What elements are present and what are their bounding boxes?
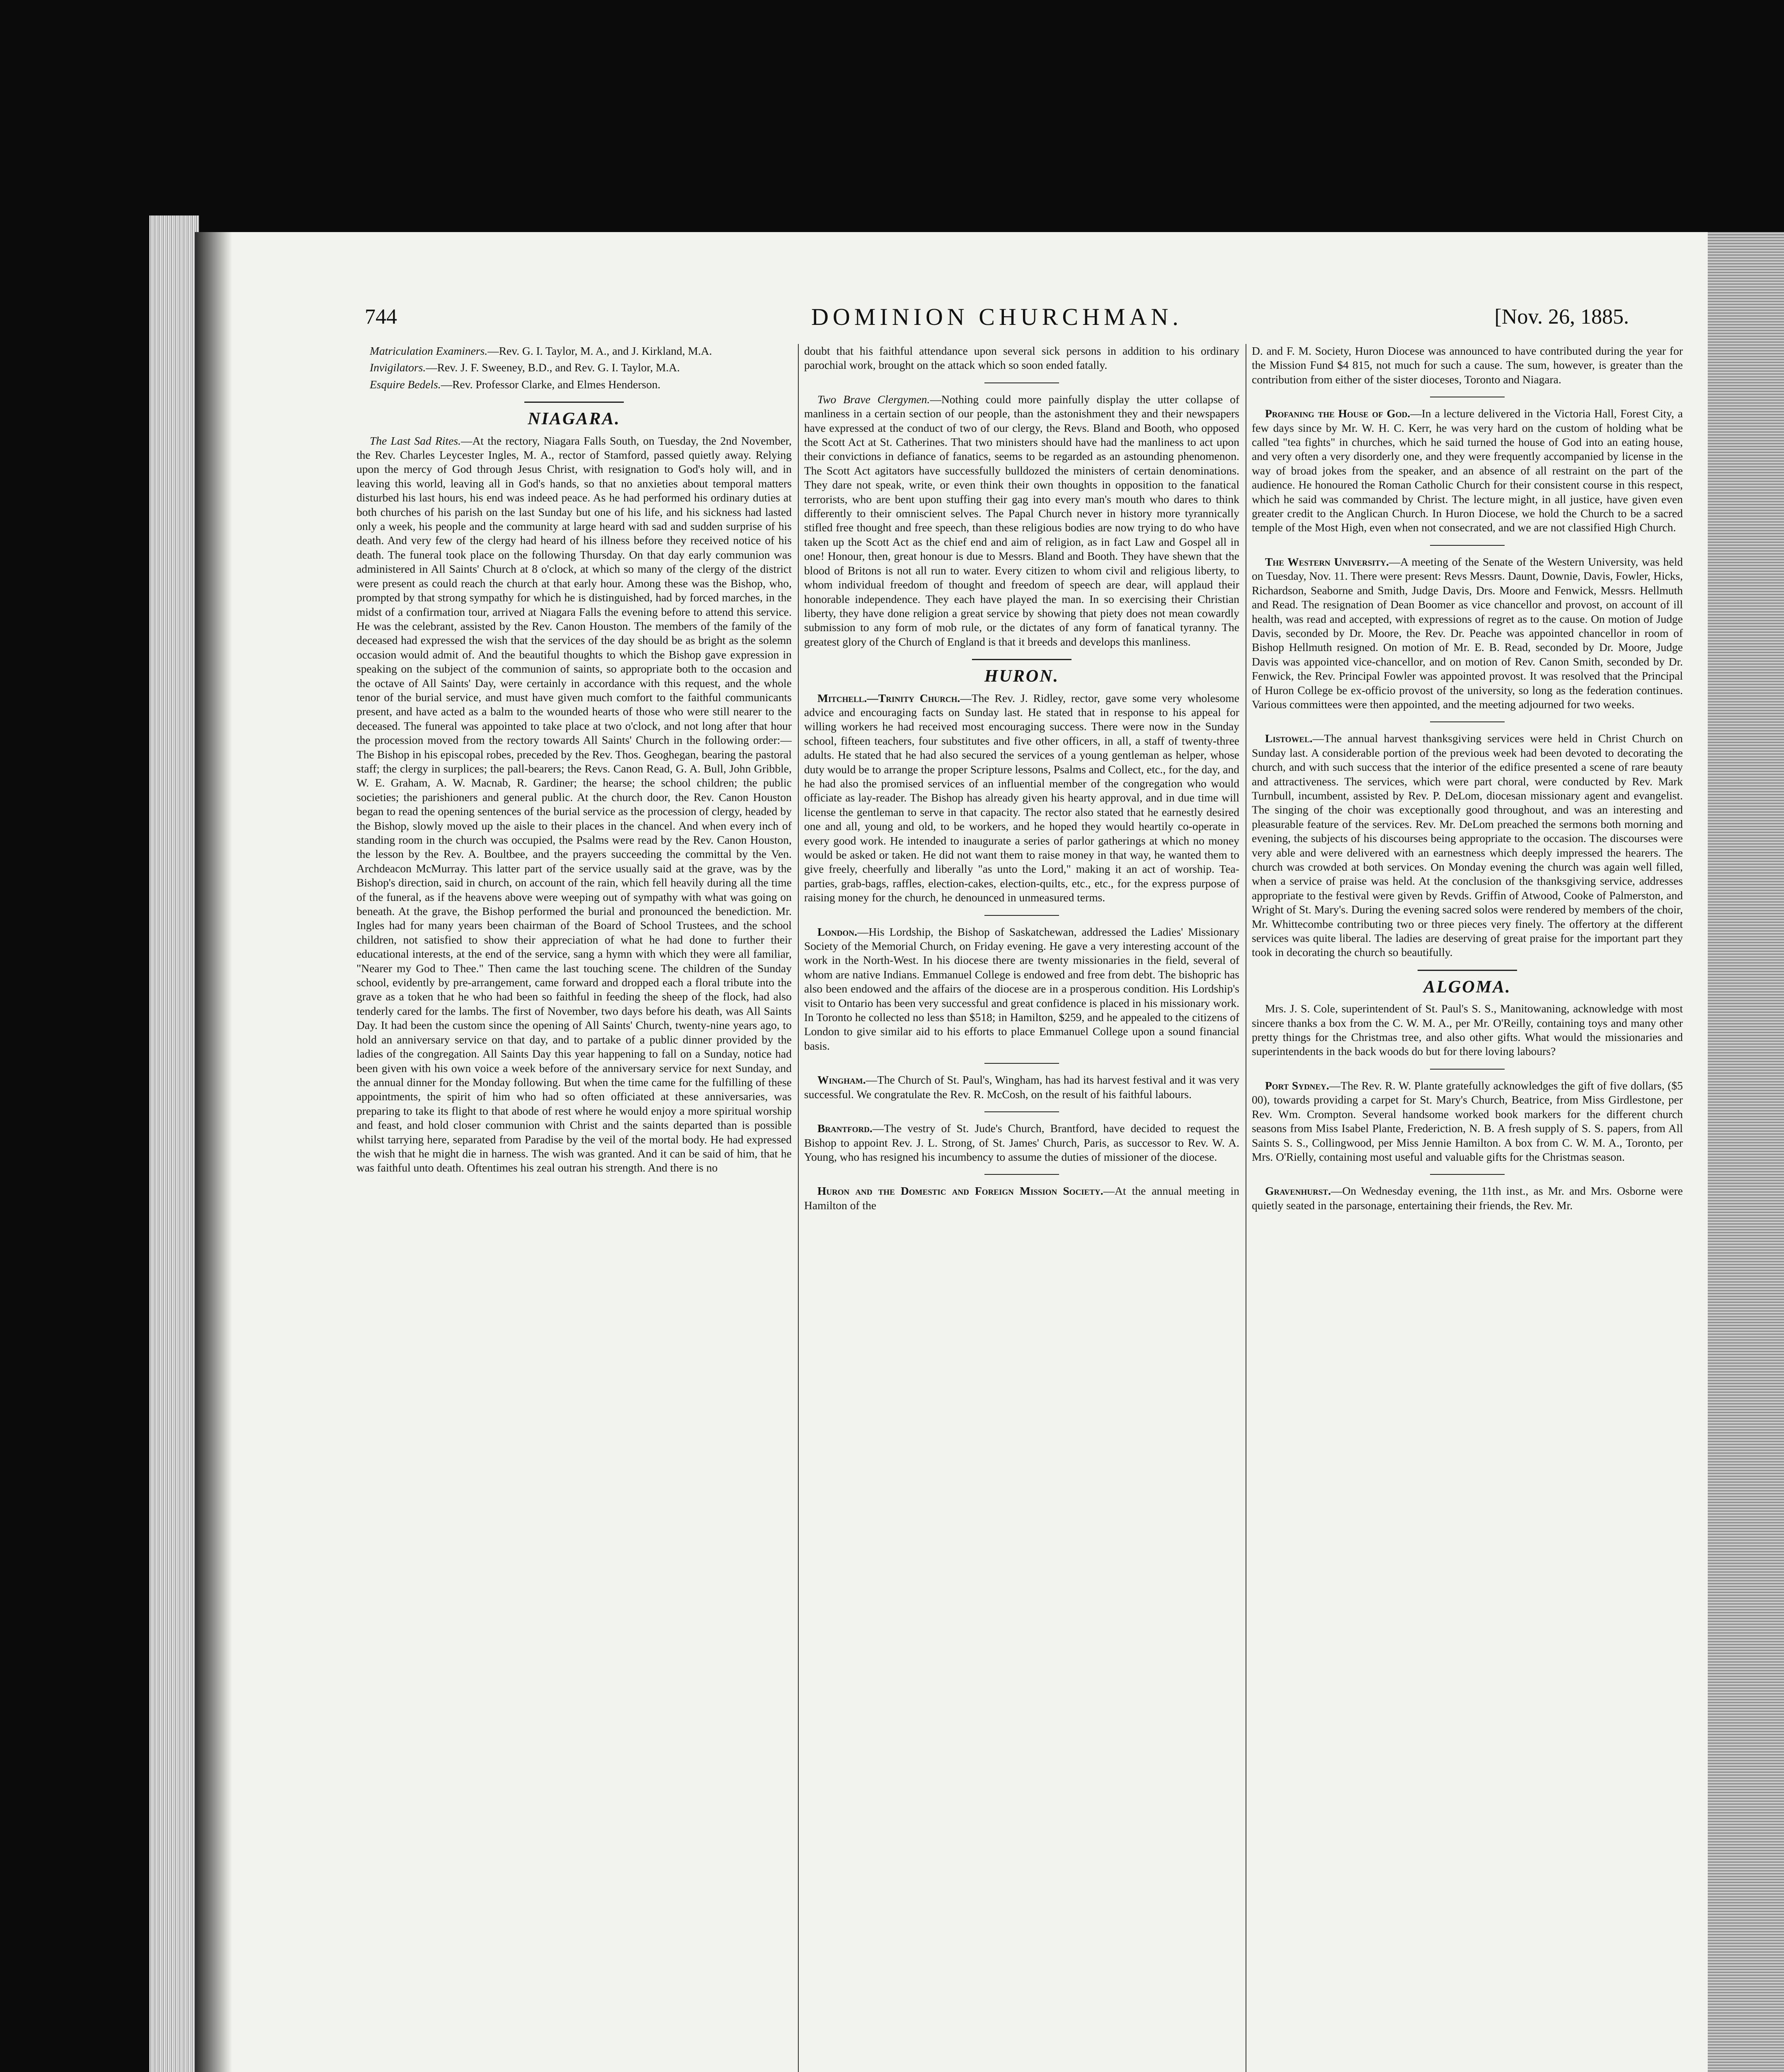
section-heading-huron: HURON. <box>984 667 1059 686</box>
article-paragraph <box>356 361 792 375</box>
paragraph-lead: Port Sydney. <box>1265 1079 1329 1092</box>
paragraph-text: —At the rectory, Niagara Falls South, on Tuesday, the 2nd November, the Rev. Charles Leycester Ingles, M. A., rector of Stamford, passed quietly away. Relying upon the mercy of God through Jesus Christ, with resignation to God's holy will, and in leaving this world, leaving all in God's hands, so that no anxieties about temporal matters disturbed his last hours, his end was indeed peace. As he had performed his ordinary duties at both churches of his parish on the last Sunday but one of his life, and his sickness had lasted only a week, his people and the community at large heard with sad and sudden surprise of his death. And very few of the clergy had heard of his illness before they received notice of his death. The funeral took place on the following Thursday. On that day early communion was administered in All Saints' Church at 8 o'clock, at which so many of the clergy of the district were present as could reach the church at that early hour. Among these was the Bishop, who, prompted by that strong sympathy for which he is distinguished, had by forced marches, in the midst of a confirmation tour, arrived at Niagara Falls the evening before to attend this service. He was the celebrant, assisted by the Rev. Canon Houston. The members of the family of the deceased had expressed the wish that the services of the day should be as bright as the solemn occasion would admit of. And the beautiful thoughts to which the Bishop gave expression in speaking on the subject of the communion of saints, so appropriate both to the occasion and the octave of All Saints' Day, were certainly in accordance with this request, and the whole tenor of the burial service, and must have given much comfort to the faithful communicants present, and have acted as a balm to the wounded hearts of those who were still nearer to the deceased. The funeral was appointed to take place at two o'clock, and not long after that hour the procession moved from the rectory towards All Saints' Church in the following order:—The Bishop in his episcopal robes, preceded by the Rev. Thos. Geoghegan, bearing the pastoral staff; the clergy in surplices; the pall-bearers; the Revs. Canon Read, G. A. Bull, John Gribble, W. E. Graham, A. W. Macnab, R. Gardiner; the hearse; the school children; the public societies; the parishioners and general public. At the church door, the Rev. Canon Houston began to read the opening sentences of the burial service as the procession of clergy, headed by the Bishop, slowly moved up the aisle to their places in the chancel. And when every inch of standing room in the church was occupied, the Psalms were read by the Rev. Canon Houston, the lesson by the Rev. A. Boultbee, and the prayers succeeding the committal by the Ven. Archdeacon McMurray. This latter part of the service usually said at the grave, was by the Bishop's direction, said in church, on account of the rain, which fell heavily during all the time of the funeral, as if the heavens above were weeping out of sympathy with what was going on beneath. At the grave, the Bishop performed the burial and pronounced the benediction. Mr. Ingles had for many years been chairman of the Board of School Trustees, and the school children, not satisfied to show their appreciation of what he had done to further their educational interests, at the end of the service, sang a hymn with which they were all familiar, "Nearer my God to Thee." Then came the last touching scene. The children of the Sunday school, evidently by pre-arrangement, came forward and dropped each a floral tribute into the grave as a token that he who had been so faithful in feeding the sheep of the flock, had also tenderly cared for the lambs. The first of November, two days before his death, was All Saints Day. It had been the custom since the opening of All Saints' Church, twenty-nine years ago, to hold an anniversary service on that day, and to partake of a public dinner provided by the ladies of the congregation. All Saints Day this year happening to fall on a Sunday, notice had been given with his own voice a week before of the anniversary service for next Sunday, and the annual dinner for the Monday following. But when the time came for the fulfilling of these appointments, the spirit of him who had so often officiated at these anniversaries, was preparing to take its flight to that abode of rest where he would enjoy a more spiritual worship and feast, and hold closer communion with Christ and the saints departed than is possible whilst tarrying here, separated from Paradise by the veil of the mortal body. He had expressed the wish that he might die in harness. The wish was granted. And it can be said of him, that he was faithful unto death. Oftentimes his zeal outran his strength. And there is no <box>356 434 792 1174</box>
article-paragraph <box>1252 731 1683 960</box>
section-rule <box>984 1174 1059 1175</box>
article-paragraph: D. and F. M. Society, Huron Diocese was announced to have contributed during the year for the Mission Fund $4 815, not much for such a cause. The sum, however, is greater than the contribution from either of the sister dioceses, Toronto and Niagara. <box>1252 344 1683 386</box>
article-paragraph <box>1252 407 1683 535</box>
paragraph-text: —Rev. Professor Clarke, and Elmes Henderson. <box>441 378 661 391</box>
paragraph-lead: Listowel. <box>1265 732 1313 745</box>
column-1 <box>356 344 792 2072</box>
section-rule <box>984 382 1059 383</box>
paragraph-text: —His Lordship, the Bishop of Saskatchewan, addressed the Ladies' Missionary Society of the Memorial Church, on Friday evening. He gave a very interesting account of the work in the North-West. In his diocese there are twenty missionaries in the field, several of whom are native Indians. Emmanuel College is endowed and free from debt. The bishopric has also been endowed and the affairs of the diocese are in a prosperous condition. His Lordship's visit to Ontario has been very successful and great confidence is placed in his missionary work. In Toronto he collected no less than $518; in Hamilton, $259, and he appealed to the citizens of London to give similar aid to his efforts to place Emmanuel College upon a sound financial basis. <box>804 925 1239 1052</box>
paragraph-lead: Gravenhurst. <box>1265 1184 1331 1198</box>
paragraph-text: —The Rev. R. W. Plante gratefully acknowledges the gift of five dollars, ($5 00), towards providing a carpet for St. Mary's Church, Beatrice, from Miss Girdlestone, per Rev. Wm. Crompton. Several handsome worked book markers for the different church seasons from Miss Isabel Plante, Frederiction, N. B. A fresh supply of S. S. papers, from All Saints S. S., Collingwood, per Miss Jennie Hamilton. A box from C. W. M. A., Toronto, per Mrs. O'Rielly, containing most useful and valuable gifts for the Christmas season. <box>1252 1079 1683 1163</box>
article-paragraph <box>804 1073 1239 1101</box>
article-paragraph <box>804 1121 1239 1164</box>
article-paragraph <box>1252 555 1683 712</box>
article-paragraph <box>804 691 1239 905</box>
paragraph-lead: Huron and the Domestic and Foreign Mission Society. <box>817 1184 1103 1198</box>
section-rule <box>524 402 624 403</box>
article-paragraph: doubt that his faithful attendance upon several sick persons in addition to his ordinary parochial work, brought on the attack which so soon ended fatally. <box>804 344 1239 372</box>
paragraph-text: —Nothing could more painfully display the utter collapse of manliness in a certain section of our people, than the astonishment they and their newspapers have expressed at the conduct of two of our clergy, the Revs. Bland and Booth, who opposed the Scott Act at St. Catherines. That two ministers should have had the manliness to act upon their convictions in defiance of fanatics, seems to be regarded as an astounding phenomenon. The Scott Act agitators have successfully bulldozed the ministers of certain denominations. They dare not speak, write, or even think their own thoughts in opposition to the fanatical terrorists, who are bent upon stuffing their gag into every man's mouth who dares to think differently to their omniscient selves. The Papal Church never in history more tyrannically stifled free thought and free speech, than these religious bodies are now trying to do who have taken up the Scott Act as the chief end and aim of religion, as in fact Law and Gospel all in one! Honour, then, great honour is due to Messrs. Bland and Booth. They have shewn that the blood of Britons is not all run to water. Every citizen to whom civil and religious liberty, to whom individual freedom of thought and freedom of speech are dear, will applaud their honorable independence. They each have played the man. In so exercising their Christian liberty, they have done religion a great service by showing that piety does not mean cowardly submission to any form of mob rule, or the dictates of any form of fanatical tyranny. The greatest glory of the Church of England is that it breeds and develops this manliness. <box>804 392 1239 648</box>
article-paragraph <box>356 344 792 358</box>
paragraph-lead: Mitchell.—Trinity Church. <box>817 691 960 704</box>
paragraph-lead: Invigilators. <box>370 361 426 374</box>
section-heading-algoma: ALGOMA. <box>1423 977 1511 997</box>
section-heading-niagara: NIAGARA. <box>528 409 621 429</box>
section-rule <box>1430 721 1505 722</box>
paragraph-lead: Profaning the House of God. <box>1265 407 1411 420</box>
paragraph-lead: The Western University. <box>1265 555 1389 568</box>
paragraph-lead: Matriculation Examiners. <box>370 344 488 357</box>
article-paragraph <box>356 434 792 1175</box>
article-paragraph <box>1252 1184 1683 1213</box>
section-rule <box>1430 1174 1505 1175</box>
article-paragraph <box>804 1184 1239 1213</box>
article-paragraph: Mrs. J. S. Cole, superintendent of St. Paul's S. S., Manitowaning, acknowledge with most sincere thanks a box from the C. W. M. A., per Mr. O'Reilly, containing toys and many other pretty things for the Christmas tree, and also other gifts. What would the missionaries and superintendents in the back woods do but for there loving labours? <box>1252 1002 1683 1058</box>
section-rule <box>984 1111 1059 1112</box>
paragraph-text: —Rev. G. I. Taylor, M. A., and J. Kirkland, M.A. <box>487 344 712 357</box>
paragraph-lead: London. <box>817 925 857 938</box>
paragraph-text: —A meeting of the Senate of the Western University, was held on Tuesday, Nov. 11. There were present: Revs Messrs. Daunt, Downie, Davis, Fowler, Hicks, Richardson, Seaborne and Smith, Judge Davis, Drs. Moore and Fenwick, Messrs. Hellmuth and Read. The resignation of Dean Boomer as vice chancellor and provost, on account of ill health, was read and accepted, with expressions of regret as to the cause. On motion of Judge Davis, seconded by Dr. Moore, the Rev. Dr. Peache was appointed chancellor in room of Bishop Hellmuth resigned. On motion of Mr. E. B. Read, seconded by Dr. Moore, Judge Davis was appointed vice-chancellor, and on motion of Rev. Canon Smith, seconded by Dr. Fenwick, the Rev. Principal Fowler was appointed provost. It was resolved that the Principal of Huron College be ex-officio provost of the university, so long as the federation continues. Various committees were then appointed, and the meeting adjourned for two weeks. <box>1252 555 1683 711</box>
column-3 <box>1252 344 1683 2072</box>
section-rule <box>984 915 1059 916</box>
article-paragraph <box>804 392 1239 649</box>
paragraph-text: —The annual harvest thanksgiving services were held in Christ Church on Sunday last. A considerable portion of the previous week had been devoted to decorating the church, and with such success that the interior of the edifice presented a scene of rare beauty and attractiveness. The services, which were part choral, were conducted by Rev. Mark Turnbull, incumbent, assisted by Rev. P. DeLom, diocesan missionary agent and evangelist. The singing of the choir was exceptionally good throughout, and was an interesting and pleasurable feature of the services. Rev. Mr. DeLom preached the sermons both morning and evening, the subjects of his discourses being appropriate to the occasion. The discourses were very able and were delivered with an earnestness which deeply impressed the hearers. The church was crowded at both services. On Monday evening the church was again well filled, when a service of praise was held. At the conclusion of the thanksgiving service, addresses appropriate to the festival were given by Revds. Griffin of Atwood, Cooke of Palmerston, and Wright of St. Mary's. During the evening sacred solos were rendered by members of the choir, Mr. Whittecombe contributing two or three pieces very finely. The offertory at the different services was quite liberal. The ladies are deserving of great praise for the important part they took in decorating the church so beautifully. <box>1252 732 1683 959</box>
section-rule <box>984 1063 1059 1064</box>
section-rule <box>1430 1069 1505 1070</box>
paragraph-text: —The vestry of St. Jude's Church, Brantford, have decided to request the Bishop to appoint Rev. J. L. Strong, of St. James' Church, Paris, as successor to Rev. W. A. Young, who has resigned his incumbency to assume the duties of missioner of the diocese. <box>804 1122 1239 1163</box>
masthead-title: DOMINION CHURCHMAN. <box>811 303 1183 330</box>
paragraph-lead: The Last Sad Rites. <box>370 434 461 447</box>
issue-date: [Nov. 26, 1885. <box>1494 305 1629 329</box>
paragraph-text: —On Wednesday evening, the 11th inst., as Mr. and Mrs. Osborne were quietly seated in the parsonage, entertaining their friends, the Rev. Mr. <box>1252 1184 1683 1212</box>
paragraph-text: —At the annual meeting in Hamilton of the <box>804 1184 1239 1212</box>
paragraph-text: —The Church of St. Paul's, Wingham, has had its harvest festival and it was very successful. We congratulate the Rev. R. McCosh, on the result of his faithful labours. <box>804 1073 1239 1101</box>
article-paragraph <box>356 378 792 392</box>
column-2 <box>804 344 1239 2072</box>
paragraph-text: —Rev. J. F. Sweeney, B.D., and Rev. G. I. Taylor, M.A. <box>426 361 680 374</box>
paragraph-lead: Wingham. <box>817 1073 866 1087</box>
spine-shadow <box>195 232 232 2072</box>
paragraph-lead: Brantford. <box>817 1122 873 1135</box>
section-rule <box>972 659 1071 660</box>
page-number: 744 <box>365 305 397 329</box>
article-paragraph <box>1252 1079 1683 1164</box>
section-rule <box>1418 970 1517 971</box>
column-divider <box>798 344 799 2072</box>
page-header <box>365 305 1629 334</box>
section-rule <box>1430 545 1505 546</box>
book-page-edges <box>149 215 199 2072</box>
paragraph-lead: Esquire Bedels. <box>370 378 441 391</box>
paragraph-text: —The Rev. J. Ridley, rector, gave some very wholesome advice and encouraging facts on Sunday last. He stated that in response to his appeal for willing workers he had received most encouraging success. There were now in the Sunday school, fifteen teachers, four substitutes and five other officers, in all, a staff of twenty-three adults. He stated that he had also secured the services of a young gentleman as helper, whose duty would be to arrange the proper Scripture lessons, Psalms and Collect, etc., for the day, and he had also the promised services of an influential member of the congregation who would officiate as lay-reader. The Bishop has already given his hearty approval, and in due time will license the gentleman to serve in that capacity. The rector also stated that he earnestly desired one and all, young and old, to be workers, and he hoped they would heartily co-operate in every good work. He intended to inaugurate a series of parlor gatherings at which no money would be asked or taken. He did not want them to raise money in that way, he wanted them to give freely, cheerfully and liberally "as unto the Lord," making it an act of worship. Tea-parties, grab-bags, raffles, election-cakes, election-quilts, etc., etc., for the express purpose of raising money for the church, he denounced in unmeasured terms. <box>804 691 1239 904</box>
paragraph-text: —In a lecture delivered in the Victoria Hall, Forest City, a few days since by Mr. W. H. C. Kerr, he was very hard on the custom of holding what be called "tea fights" in churches, which he said turned the house of God into an eating house, and very often a very disorderly one, and they were frequently accompanied by license in the way of broad jokes from the speaker, and an absence of all restraint on the part of the audience. He honoured the Roman Catholic Church for their consistent course in this respect, which he said was commanded by Christ. The lecture might, in all justice, have given even greater credit to the Anglican Church. In Huron Diocese, we hold the Church to be a sacred temple of the Most High, even when not consecrated, and we are not classified High Church. <box>1252 407 1683 534</box>
binding-edge <box>1708 232 1784 2072</box>
article-paragraph <box>804 925 1239 1053</box>
paragraph-lead: Two Brave Clergymen. <box>817 392 930 406</box>
